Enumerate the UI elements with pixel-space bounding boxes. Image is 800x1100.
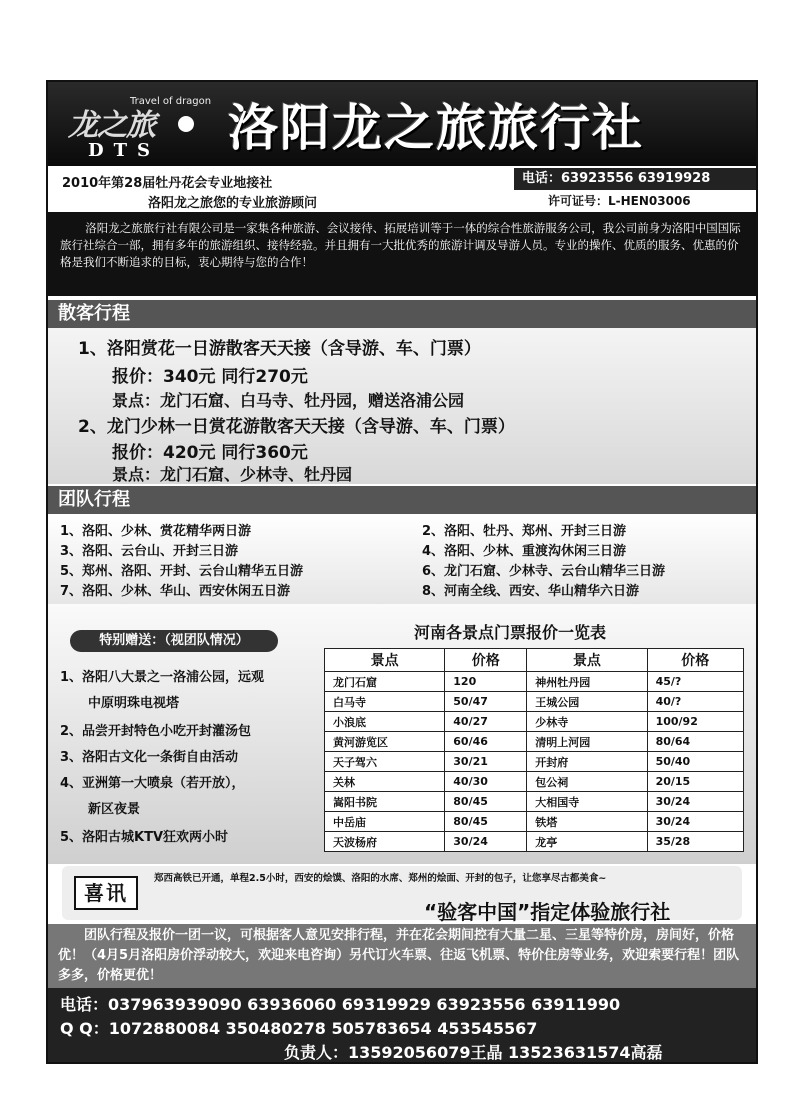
- price-table-header: [325, 649, 744, 672]
- contact-footer: [48, 988, 756, 1062]
- table-row: [325, 752, 744, 772]
- contact-manager: 负责人：13592056079王晶 13523631574高磊: [284, 1043, 663, 1062]
- sight-cell: 黄河游览区: [325, 732, 445, 752]
- price-cell: 80/45: [445, 792, 527, 812]
- table-row: [325, 672, 744, 692]
- sight-cell: 龙亭: [527, 832, 647, 852]
- table-row: [325, 712, 744, 732]
- subheader: [48, 166, 756, 212]
- team-item: 7、洛阳、少林、华山、西安休闲五日游: [60, 584, 291, 599]
- header-cell: 景点: [527, 649, 647, 672]
- contact-phones: 电话：037963939090 63936060 69319929 63923556 63911990: [60, 995, 621, 1014]
- gift-item: 中原明珠电视塔: [88, 696, 180, 711]
- logo-tagline: Travel of dragon: [130, 96, 212, 107]
- sanke-section: [48, 328, 756, 484]
- team-item: 1、洛阳、少林、赏花精华两日游: [60, 524, 252, 539]
- team-item: 8、河南全线、西安、华山精华六日游: [422, 584, 640, 599]
- team-item: 5、郑州、洛阳、开封、云台山精华五日游: [60, 564, 304, 579]
- tour2-title: 2、龙门少林一日赏花游散客天天接（含导游、车、门票）: [78, 417, 515, 437]
- header-cell: 景点: [325, 649, 445, 672]
- tour1-price: 报价：340元 同行270元: [112, 367, 308, 387]
- tour1-sights: 景点：龙门石窟、白马寺、牡丹园，赠送洛浦公园: [112, 391, 465, 410]
- news-slogan: “验客中国”指定体验旅行社: [424, 900, 671, 924]
- team-item: 6、龙门石窟、少林寺、云台山精华三日游: [422, 564, 666, 579]
- sight-cell: 少林寺: [527, 712, 647, 732]
- tour2-price: 报价：420元 同行360元: [112, 443, 308, 463]
- price-table-title: 河南各景点门票报价一览表: [414, 623, 607, 642]
- sight-cell: 关林: [325, 772, 445, 792]
- subheader-line1: 2010年第28届牡丹花会专业地接社: [62, 176, 273, 191]
- price-cell: 100/92: [647, 712, 743, 732]
- sight-cell: 王城公园: [527, 692, 647, 712]
- header-cell: 价格: [647, 649, 743, 672]
- table-row: [325, 772, 744, 792]
- tour2-sights: 景点：龙门石窟、少林寺、牡丹园: [112, 465, 353, 484]
- sight-cell: 包公祠: [527, 772, 647, 792]
- table-row: [325, 832, 744, 852]
- gift-item: 新区夜景: [88, 802, 141, 817]
- gift-title: 特别赠送：（视团队情况）: [70, 630, 278, 652]
- price-cell: 40/?: [647, 692, 743, 712]
- sight-cell: 白马寺: [325, 692, 445, 712]
- sight-cell: 龙门石窟: [325, 672, 445, 692]
- sight-cell: 清明上河园: [527, 732, 647, 752]
- sanke-section-title: 散客行程: [48, 300, 756, 328]
- license-number: 许可证号：L-HEN03006: [548, 194, 691, 208]
- price-cell: 40/27: [445, 712, 527, 732]
- gift-item: 4、亚洲第一大喷泉（若开放），: [60, 776, 245, 791]
- team-section: [48, 514, 756, 604]
- team-section-title: 团队行程: [48, 486, 756, 514]
- sight-cell: 开封府: [527, 752, 647, 772]
- price-cell: 45/?: [647, 672, 743, 692]
- logo: [58, 90, 228, 162]
- price-table: [324, 648, 744, 852]
- flyer: [46, 80, 758, 1064]
- subheader-line2: 洛阳龙之旅您的专业旅游顾问: [148, 196, 318, 211]
- price-cell: 30/24: [445, 832, 527, 852]
- price-cell: 80/45: [445, 812, 527, 832]
- price-cell: 30/21: [445, 752, 527, 772]
- price-cell: 40/30: [445, 772, 527, 792]
- price-cell: 35/28: [647, 832, 743, 852]
- company-intro: 洛阳龙之旅旅行社有限公司是一家集各种旅游、会议接待、拓展培训等于一体的综合性旅游服务公司，我公司前身为洛阳中国国际旅行社综合一部，拥有多年的旅游组织、接待经验。并且拥有一大批优秀的旅游计调及导游人员。专业的操作、优质的服务、优惠的价格是我们不断追求的目标，衷心期待与您的合作！: [48, 212, 756, 296]
- sight-cell: 天波杨府: [325, 832, 445, 852]
- logo-script: 龙之旅: [68, 108, 155, 143]
- sight-cell: 大相国寺: [527, 792, 647, 812]
- team-item: 3、洛阳、云台山、开封三日游: [60, 544, 239, 559]
- booking-notice: 团队行程及报价一团一议，可根据客人意见安排行程，并在花会期间控有大量二星、三星等特价房，房间好，价格优！（4月5月洛阳房价浮动较大，欢迎来电咨询）另代订火车票、往返飞机票、特价住房等业务，欢迎索要行程！团队多多，价格更优！: [48, 924, 756, 988]
- table-row: [325, 812, 744, 832]
- table-row: [325, 692, 744, 712]
- sight-cell: 中岳庙: [325, 812, 445, 832]
- price-cell: 120: [445, 672, 527, 692]
- table-row: [325, 792, 744, 812]
- table-row: [325, 732, 744, 752]
- sight-cell: 神州牡丹园: [527, 672, 647, 692]
- header-cell: 价格: [445, 649, 527, 672]
- header-phone: 电话：63923556 63919928: [514, 168, 756, 190]
- price-cell: 50/47: [445, 692, 527, 712]
- contact-qq: Q Q：1072880084 350480278 505783654 453545567: [60, 1019, 538, 1038]
- price-cell: 60/46: [445, 732, 527, 752]
- gift-item: 2、品尝开封特色小吃开封灌汤包: [60, 724, 252, 739]
- news-banner: [62, 866, 742, 924]
- price-cell: 20/15: [647, 772, 743, 792]
- gift-item: 1、洛阳八大景之一洛浦公园，远观: [60, 670, 265, 685]
- price-cell: 30/24: [647, 792, 743, 812]
- logo-abbr: DTS: [88, 140, 161, 161]
- price-cell: 30/24: [647, 812, 743, 832]
- price-cell: 50/40: [647, 752, 743, 772]
- gift-item: 3、洛阳古文化一条街自由活动: [60, 750, 239, 765]
- header: [48, 82, 756, 166]
- team-item: 4、洛阳、少林、重渡沟休闲三日游: [422, 544, 627, 559]
- sight-cell: 天子驾六: [325, 752, 445, 772]
- gift-item: 5、洛阳古城KTV狂欢两小时: [60, 830, 229, 845]
- team-item: 2、洛阳、牡丹、郑州、开封三日游: [422, 524, 627, 539]
- news-text: 郑西高铁已开通，单程2.5小时，西安的烩馍、洛阳的水席、郑州的烩面、开封的包子，让您享尽古都美食~: [154, 873, 607, 884]
- tour1-title: 1、洛阳赏花一日游散客天天接（含导游、车、门票）: [78, 339, 481, 359]
- sight-cell: 小浪底: [325, 712, 445, 732]
- sight-cell: 铁塔: [527, 812, 647, 832]
- price-cell: 80/64: [647, 732, 743, 752]
- company-name: 洛阳龙之旅旅行社: [228, 99, 644, 157]
- gifts-and-prices: [48, 604, 756, 864]
- logo-ball-icon: [178, 116, 194, 132]
- sight-cell: 嵩阳书院: [325, 792, 445, 812]
- news-badge: 喜讯: [74, 876, 138, 910]
